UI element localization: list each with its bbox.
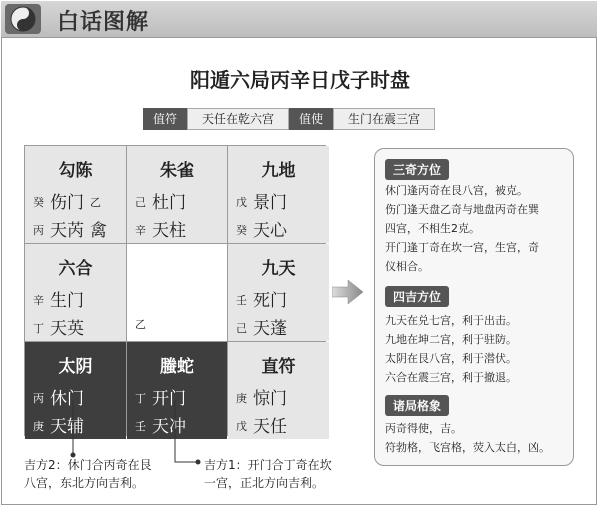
panel-line: 九天在兑七宫，利于出击。 xyxy=(385,314,517,327)
panel-line: 丙奇得使，吉。 xyxy=(385,422,462,435)
deity-name: 螣蛇 xyxy=(160,357,194,377)
zhishi-label: 值使 xyxy=(289,108,333,130)
heaven-stem: 己 xyxy=(135,196,146,209)
door-name: 伤门 xyxy=(50,193,84,213)
note-line: 吉方1：开门合丁奇在坎 xyxy=(204,458,332,472)
heaven-stem: 壬 xyxy=(236,294,247,307)
star-name: 天辅 xyxy=(50,417,84,437)
door-name: 死门 xyxy=(253,291,287,311)
heaven-stem: 辛 xyxy=(33,294,44,307)
note-auspicious-1 xyxy=(204,456,332,492)
section-title-three-wonders: 三奇方位 xyxy=(385,159,449,180)
earth-stem: 丙 xyxy=(33,224,44,237)
star-name: 天任 xyxy=(253,417,287,437)
heaven-stem: 丁 xyxy=(135,392,146,405)
panel-line: 开门逢丁奇在坎一宫，生宫，奇 xyxy=(385,241,539,254)
panel-line: 伤门逢天盘乙奇与地盘丙奇在巽 xyxy=(385,203,539,216)
header-title: 白话图解 xyxy=(57,10,150,35)
zhishi-value: 生门在震三宫 xyxy=(333,108,435,130)
zhifu-value: 天任在乾六宫 xyxy=(187,108,289,130)
note-line: 八宫，东北方向吉利。 xyxy=(24,476,145,490)
earth-stem: 壬 xyxy=(135,420,146,433)
panel-line: 仪相合。 xyxy=(385,260,429,273)
door-name: 景门 xyxy=(253,193,287,213)
door-name: 开门 xyxy=(152,389,186,409)
star-name: 天英 xyxy=(50,319,84,339)
panel-line: 休门逢丙奇在艮八宫，被克。 xyxy=(385,184,528,197)
note-auspicious-2 xyxy=(24,456,152,492)
heaven-stem: 丙 xyxy=(33,392,44,405)
note-line: 吉方2：休门合丙奇在艮 xyxy=(24,458,152,472)
earth-stem: 庚 xyxy=(33,420,44,433)
panel-line: 四宫，不相生2克。 xyxy=(385,222,480,235)
deity-name: 九天 xyxy=(261,259,296,279)
panel-line: 六合在震三宫，利于撤退。 xyxy=(385,371,517,384)
center-stem: 乙 xyxy=(135,318,146,331)
star-name: 天冲 xyxy=(152,417,186,437)
earth-stem: 戊 xyxy=(236,420,247,433)
heaven-stem: 庚 xyxy=(236,392,247,405)
heaven-stem: 癸 xyxy=(33,196,44,209)
heaven-stem-2: 乙 xyxy=(90,196,101,209)
deity-name: 六合 xyxy=(58,259,93,279)
earth-stem: 丁 xyxy=(33,322,44,335)
star-name: 天柱 xyxy=(152,221,186,241)
section-title-four-auspicious: 四吉方位 xyxy=(385,286,449,307)
door-name: 杜门 xyxy=(152,193,186,213)
earth-stem: 辛 xyxy=(135,224,146,237)
page-title: 阳遁六局丙辛日戊子时盘 xyxy=(190,68,410,92)
star-extra: 禽 xyxy=(90,221,107,241)
deity-name: 九地 xyxy=(261,161,296,181)
deity-name: 勾陈 xyxy=(58,161,93,181)
star-name: 天芮 xyxy=(50,221,84,241)
note-line: 一宫，正北方向吉利。 xyxy=(204,476,325,490)
deity-name: 朱雀 xyxy=(160,161,194,181)
earth-stem: 己 xyxy=(236,322,247,335)
door-name: 休门 xyxy=(50,389,84,409)
door-name: 生门 xyxy=(50,291,84,311)
panel-line: 符勃格，飞宫格，荧入太白，凶。 xyxy=(385,441,550,454)
star-name: 天心 xyxy=(253,221,287,241)
star-name: 天蓬 xyxy=(253,319,287,339)
heaven-stem: 戊 xyxy=(236,196,247,209)
panel-line: 九地在坤二宫，利于驻防。 xyxy=(385,333,517,346)
zhifu-label: 值符 xyxy=(143,108,187,130)
section-title-patterns: 诸局格象 xyxy=(385,395,449,416)
panel-line: 太阴在艮八宫，利于潜伏。 xyxy=(385,352,517,365)
deity-name: 太阴 xyxy=(58,357,93,377)
earth-stem: 癸 xyxy=(236,224,247,237)
deity-name: 直符 xyxy=(261,357,296,377)
door-name: 惊门 xyxy=(253,389,287,409)
